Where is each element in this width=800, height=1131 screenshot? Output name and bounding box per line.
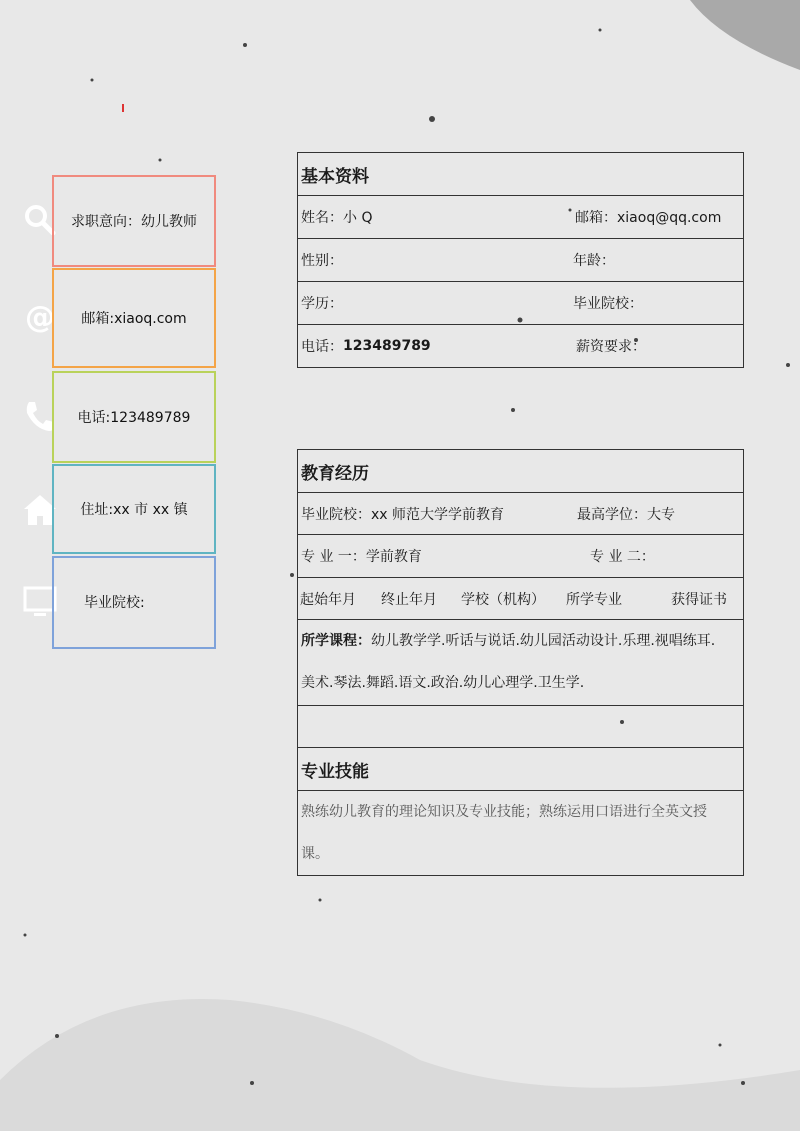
sidebar-item-phone: [52, 371, 216, 463]
salary-field: 薪资要求：: [576, 339, 646, 355]
major1-field: 专 业 一：学前教育: [301, 549, 422, 565]
courses-label: 所学课程：: [301, 633, 371, 649]
major2-field: 专 业 二：: [590, 549, 655, 565]
phone-text: 电话:123489789: [77, 410, 191, 426]
svg-text:@: @: [25, 300, 55, 334]
skills-title: 专业技能: [301, 761, 369, 782]
gender-field: 性别：: [301, 253, 343, 269]
skills-title-row: [298, 748, 743, 791]
basic-info-table: [297, 152, 744, 368]
skills-line-1: 熟练幼儿教育的理论知识及专业技能；熟练运用口语进行全英文授: [301, 804, 707, 820]
school-field: 毕业院校：: [573, 296, 643, 312]
basic-title-row: [298, 153, 743, 196]
address-text: 住址:xx 市 xx 镇: [80, 502, 188, 518]
col-school: 学校（机构）: [461, 591, 545, 608]
skills-line-2: 课。: [301, 846, 329, 862]
basic-row-3: [298, 282, 743, 325]
sidebar-item-email: [52, 268, 216, 368]
col-major: 所学专业: [566, 591, 622, 608]
courses-row: [298, 620, 743, 706]
school-text: 毕业院校:: [84, 595, 145, 611]
col-start-date: 起始年月: [300, 591, 356, 608]
red-mark: [122, 104, 124, 112]
basic-title: 基本资料: [301, 166, 369, 187]
education-row-1: [298, 493, 743, 535]
sidebar-item-objective: [52, 175, 216, 267]
sidebar-item-school: [52, 556, 216, 649]
email-text: 邮箱:xiaoq.com: [81, 311, 187, 327]
name-field: 姓名：小 Q: [301, 210, 373, 226]
email-field: 邮箱：xiaoq@qq.com: [575, 210, 722, 226]
phone-label: 电话：: [301, 339, 343, 355]
education-empty-row: [298, 706, 743, 748]
phone-value: 123489789: [343, 338, 431, 354]
courses-line-2: 美术.琴法.舞蹈.语文.政治.幼儿心理学.卫生学.: [301, 675, 585, 691]
education-columns-row: [298, 578, 743, 620]
education-title-row: [298, 450, 743, 493]
basic-row-4: [298, 325, 743, 367]
age-field: 年龄：: [573, 253, 615, 269]
basic-row-1: [298, 196, 743, 239]
col-end-date: 终止年月: [381, 591, 437, 608]
col-certificate: 获得证书: [671, 591, 727, 608]
objective-text: 求职意向：幼儿教师: [71, 214, 197, 230]
courses-line-1: 幼儿教学学.听话与说话.幼儿园活动设计.乐理.视唱练耳.: [371, 633, 716, 649]
sidebar-item-address: [52, 464, 216, 554]
degree-field: 学历：: [301, 296, 343, 312]
skills-row: [298, 791, 743, 875]
education-row-2: [298, 535, 743, 578]
education-table: [297, 449, 744, 876]
education-title: 教育经历: [301, 463, 369, 484]
edu-school-field: 毕业院校：xx 师范大学学前教育: [301, 506, 505, 523]
highest-degree-field: 最高学位：大专: [577, 506, 675, 523]
basic-row-2: [298, 239, 743, 282]
